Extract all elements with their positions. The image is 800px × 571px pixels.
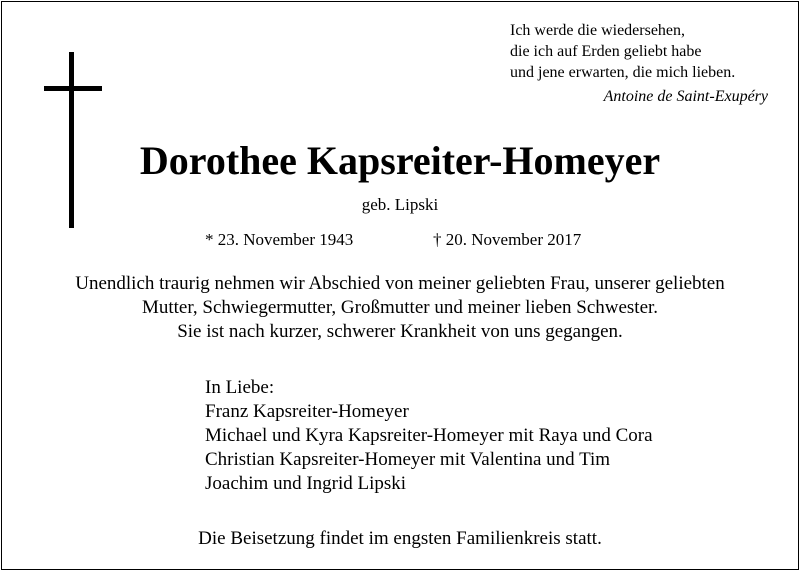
quote-line: die ich auf Erden geliebt habe — [510, 43, 702, 60]
family-member: Christian Kapsreiter-Homeyer mit Valentina und Tim — [205, 449, 611, 470]
cross-icon — [44, 52, 102, 228]
message-line: Mutter, Schwiegermutter, Großmutter und meiner lieben Schwester. — [141, 297, 659, 318]
family-member: Michael und Kyra Kapsreiter-Homeyer mit Raya und Cora — [205, 425, 653, 446]
family-list — [205, 376, 765, 496]
family-member: Joachim und Ingrid Lipski — [205, 473, 407, 494]
quote-line: und jene erwarten, die mich lieben. — [510, 64, 736, 81]
cross-vertical-bar — [69, 52, 74, 228]
maiden-name: geb. Lipski — [361, 195, 439, 214]
family-heading: In Liebe: — [205, 377, 275, 398]
cross-horizontal-bar — [44, 86, 102, 91]
burial-notice: Die Beisetzung findet im engsten Familienkreis statt. — [198, 528, 602, 549]
quote-line: Ich werde die wiedersehen, — [510, 22, 686, 39]
deceased-name: Dorothee Kapsreiter-Homeyer — [139, 138, 661, 183]
quote-block — [510, 20, 790, 107]
quote-author: Antoine de Saint-Exupéry — [603, 88, 768, 105]
death-date: † 20. November 2017 — [433, 230, 582, 249]
condolence-message — [20, 272, 780, 344]
family-member: Franz Kapsreiter-Homeyer — [205, 401, 409, 422]
message-line: Sie ist nach kurzer, schwerer Krankheit von uns gegangen. — [177, 321, 623, 342]
message-line: Unendlich traurig nehmen wir Abschied von meiner geliebten Frau, unserer geliebten — [75, 273, 725, 294]
birth-date: * 23. November 1943 — [205, 230, 354, 249]
